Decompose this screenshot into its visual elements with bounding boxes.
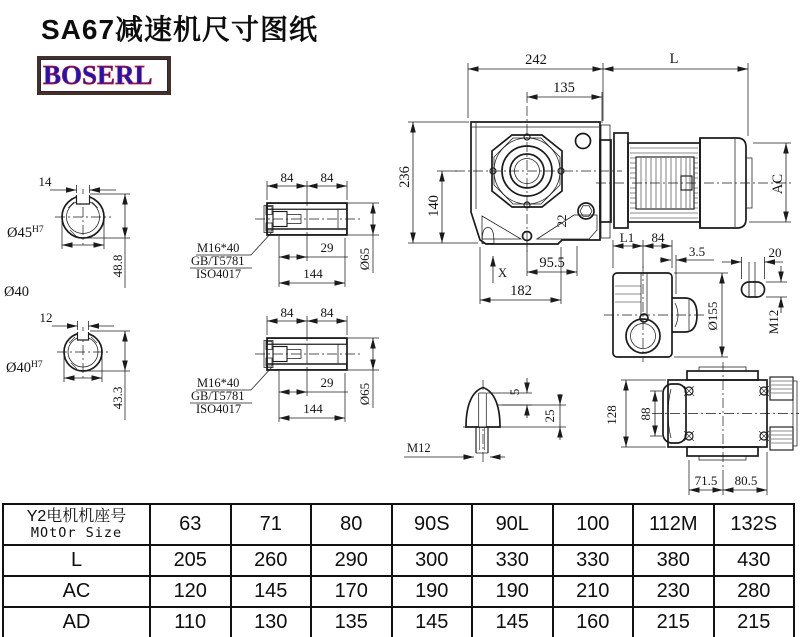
bore-label: Ø40 bbox=[4, 284, 29, 300]
lifting-hole bbox=[576, 134, 591, 149]
dim-3-5 bbox=[660, 244, 714, 294]
dim-text: 182 bbox=[510, 283, 532, 299]
cell: 135 bbox=[311, 607, 392, 637]
bolt-callout-1 bbox=[190, 232, 272, 281]
dim-text: $Ø40^{H7}$ bbox=[6, 360, 43, 376]
dim-text: L bbox=[669, 51, 679, 67]
dim-text: 144 bbox=[303, 401, 323, 416]
header-en: MOtOr Size bbox=[30, 525, 123, 542]
dim-text: 140 bbox=[426, 195, 442, 217]
dim-text: Ø65 bbox=[357, 247, 372, 271]
dim-text: 84 bbox=[320, 305, 334, 320]
cell: 160 bbox=[553, 607, 634, 637]
column-header: 132S bbox=[714, 504, 795, 545]
cell: 300 bbox=[392, 545, 473, 576]
dim-dia-40 bbox=[6, 355, 102, 382]
dim-text: 20 bbox=[768, 245, 782, 260]
cell: 205 bbox=[150, 545, 231, 576]
drain-plug bbox=[578, 203, 594, 219]
dim-depth-48-8 bbox=[86, 194, 130, 288]
column-header: 100 bbox=[553, 504, 634, 545]
dim-242 bbox=[468, 52, 603, 121]
cell: 230 bbox=[633, 576, 714, 607]
dim-text: M12 bbox=[766, 309, 781, 335]
standard-1: GB/T5781 bbox=[191, 389, 245, 403]
cell: 260 bbox=[231, 545, 312, 576]
view-motor bbox=[596, 125, 792, 238]
dim-text: 128 bbox=[604, 405, 619, 425]
header-cn: Y2电机机座号 bbox=[26, 507, 127, 525]
dim-dia-65 bbox=[348, 203, 379, 273]
dim-text: 48.8 bbox=[110, 254, 125, 278]
view-plug bbox=[404, 378, 566, 465]
x-label: X bbox=[498, 266, 508, 280]
x-direction-mark bbox=[493, 256, 507, 283]
cell: 190 bbox=[472, 576, 553, 607]
dim-text: 84 bbox=[280, 170, 294, 185]
dim-text: 95.5 bbox=[539, 255, 565, 271]
table-row-AD bbox=[3, 607, 794, 637]
view-top bbox=[604, 362, 799, 495]
bolt-callout-2 bbox=[190, 367, 272, 416]
dim-text: AC bbox=[770, 173, 786, 195]
dim-AC bbox=[749, 143, 791, 222]
motor-size-table bbox=[2, 503, 795, 637]
dim-text: 5 bbox=[507, 388, 522, 396]
column-header: 112M bbox=[633, 504, 714, 545]
dim-text: 29 bbox=[320, 240, 334, 255]
column-header: 71 bbox=[231, 504, 312, 545]
standard-1: GB/T5781 bbox=[191, 254, 245, 268]
dim-text: L1 bbox=[619, 230, 635, 245]
dim-depth-43-3 bbox=[86, 331, 130, 420]
brand-logo-text: BOSERL bbox=[43, 60, 153, 90]
view-shaft-section-bottom bbox=[6, 310, 130, 420]
dim-text: 242 bbox=[525, 52, 547, 68]
dim-text: 29 bbox=[320, 375, 334, 390]
row-label: AC bbox=[3, 576, 150, 607]
dim-text: Ø65 bbox=[357, 382, 372, 406]
dim-L1-84 bbox=[613, 230, 672, 268]
dim-text: 25 bbox=[542, 409, 557, 423]
dim-236 bbox=[397, 122, 478, 243]
cell: 110 bbox=[150, 607, 231, 637]
cell: 280 bbox=[714, 576, 795, 607]
row-label: AD bbox=[3, 607, 150, 637]
view-shaft-section-top bbox=[7, 174, 130, 288]
bolt-spec: M16*40 bbox=[197, 376, 240, 390]
dim-text: 84 bbox=[320, 170, 334, 185]
dim-20 bbox=[722, 245, 783, 279]
dim-71-5-80-5 bbox=[689, 452, 767, 495]
view-hollow-shaft-2 bbox=[190, 305, 379, 422]
table-row-AC bbox=[3, 576, 794, 607]
dim-dia-45 bbox=[7, 220, 104, 249]
dim-text: 88 bbox=[638, 407, 653, 421]
dim-25 bbox=[502, 394, 566, 440]
cell: 330 bbox=[472, 545, 553, 576]
view-front bbox=[397, 51, 748, 304]
cell: 290 bbox=[311, 545, 392, 576]
cell: 170 bbox=[311, 576, 392, 607]
column-header: 63 bbox=[150, 504, 231, 545]
dim-text: 43.3 bbox=[110, 386, 125, 410]
dim-84-84 bbox=[267, 170, 347, 206]
dim-text: 236 bbox=[397, 166, 413, 188]
dim-text: 3.5 bbox=[688, 244, 706, 259]
dim-text: 14 bbox=[38, 174, 52, 189]
dim-text: 80.5 bbox=[734, 473, 758, 488]
cell: 190 bbox=[392, 576, 473, 607]
dim-135 bbox=[527, 80, 602, 123]
view-hollow-shaft-1 bbox=[190, 170, 379, 287]
view-keyway bbox=[722, 245, 787, 334]
cell: 210 bbox=[553, 576, 634, 607]
dim-22: 22 bbox=[554, 214, 569, 228]
dim-text: $Ø45^{H7}$ bbox=[7, 225, 44, 241]
dim-key-width-12 bbox=[40, 310, 115, 330]
dim-140 bbox=[426, 171, 457, 243]
dim-144 bbox=[279, 373, 345, 422]
cell: 145 bbox=[472, 607, 553, 637]
dim-M12-key bbox=[766, 266, 787, 334]
cell: 145 bbox=[231, 576, 312, 607]
standard-2: ISO4017 bbox=[196, 267, 242, 281]
dim-text: 144 bbox=[303, 266, 323, 281]
table-row-L bbox=[3, 545, 794, 576]
dim-95-5 bbox=[527, 242, 577, 276]
dim-key-width-14 bbox=[39, 174, 117, 193]
dim-text: 71.5 bbox=[694, 473, 718, 488]
cell: 120 bbox=[150, 576, 231, 607]
cell: 145 bbox=[392, 607, 473, 637]
column-header: 90L bbox=[472, 504, 553, 545]
cell: 330 bbox=[553, 545, 634, 576]
dim-M12-plug bbox=[404, 441, 505, 457]
dim-text: 84 bbox=[280, 305, 294, 320]
header-motor-size bbox=[3, 504, 150, 545]
column-header: 90S bbox=[392, 504, 473, 545]
column-header: 80 bbox=[311, 504, 392, 545]
dim-text: 12 bbox=[39, 310, 53, 325]
standard-2: ISO4017 bbox=[196, 402, 242, 416]
dim-144 bbox=[279, 238, 345, 287]
dim-84-84 bbox=[267, 305, 347, 341]
cell: 215 bbox=[633, 607, 714, 637]
thread-label: M12 bbox=[407, 441, 431, 455]
table-header-row bbox=[3, 504, 794, 545]
cell: 430 bbox=[714, 545, 795, 576]
cell: 215 bbox=[714, 607, 795, 637]
dim-dia-65 bbox=[348, 338, 379, 408]
dim-L bbox=[603, 51, 748, 136]
cell: 130 bbox=[231, 607, 312, 637]
row-label: L bbox=[3, 545, 150, 576]
bolt-spec: M16*40 bbox=[197, 241, 240, 255]
cell: 380 bbox=[633, 545, 714, 576]
dim-text: 135 bbox=[553, 80, 575, 96]
page-title: SA67减速机尺寸图纸 bbox=[41, 14, 319, 45]
view-side bbox=[604, 230, 728, 362]
dim-text: Ø155 bbox=[705, 301, 720, 331]
dim-text: 84 bbox=[651, 230, 665, 245]
